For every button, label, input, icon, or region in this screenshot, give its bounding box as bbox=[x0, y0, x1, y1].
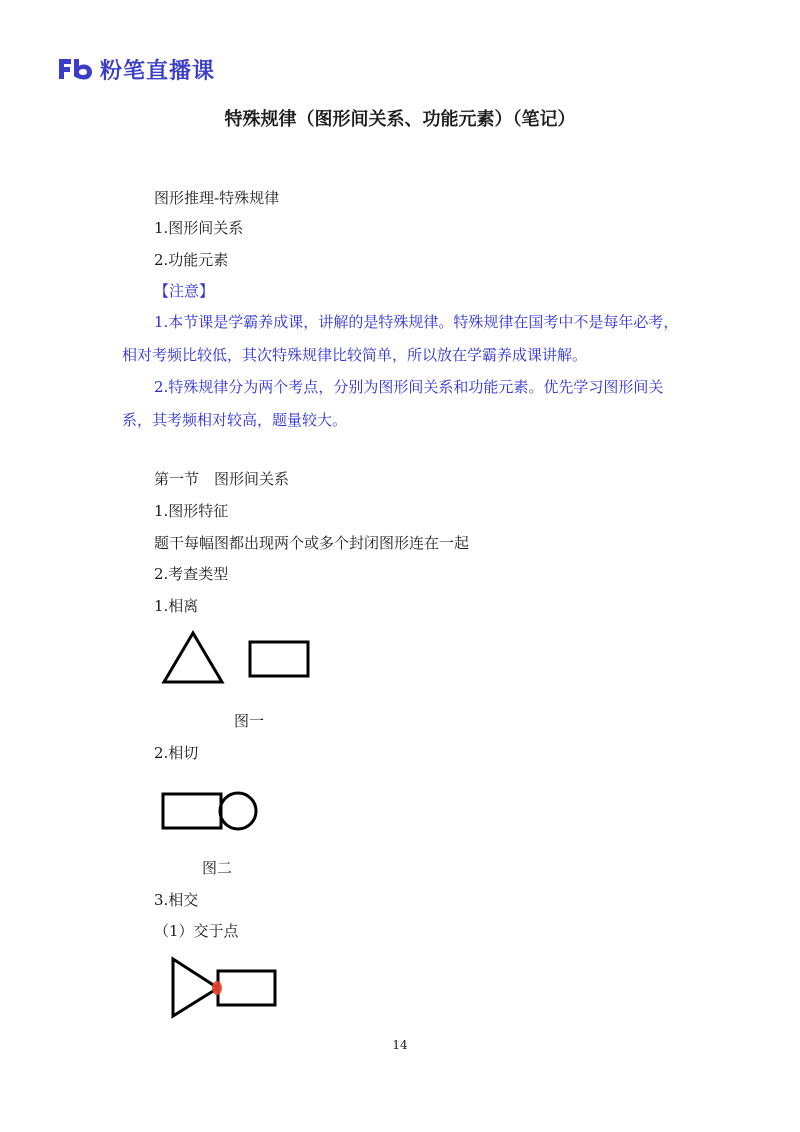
rectangle-shape bbox=[218, 971, 275, 1005]
intro-item-1: 1.图形间关系 bbox=[154, 219, 244, 237]
triangle-shape bbox=[173, 959, 218, 1016]
type-tangent: 2.相切 bbox=[154, 744, 199, 762]
figure-1-caption: 图一 bbox=[234, 712, 265, 730]
figure-tangent bbox=[160, 786, 270, 836]
note-paragraph-1: 1.本节课是学霸养成课，讲解的是特殊规律。特殊规律在国考中不是每年必考，相对考频比较低，其次特殊规律比较简单，所以放在学霸养成课讲解。 bbox=[122, 313, 679, 364]
type-intersect-point: （1）交于点 bbox=[154, 922, 239, 940]
note-paragraph-2: 2.特殊规律分为两个考点，分别为图形间关系和功能元素。优先学习图形间关系，其考频相对较高，题量较大。 bbox=[122, 378, 664, 429]
fb-logo-icon bbox=[56, 57, 94, 81]
intersection-point-highlight bbox=[212, 981, 222, 995]
intro-item-2: 2.功能元素 bbox=[154, 251, 229, 269]
type-intersect: 3.相交 bbox=[154, 891, 199, 909]
figure-2-caption: 图二 bbox=[202, 859, 233, 877]
page-title: 特殊规律（图形间关系、功能元素）（笔记） bbox=[224, 109, 576, 130]
circle-shape bbox=[220, 793, 256, 829]
types-label: 2.考查类型 bbox=[154, 565, 229, 583]
feature-text: 题干每幅图都出现两个或多个封闭图形连在一起 bbox=[154, 534, 470, 552]
triangle-shape bbox=[164, 633, 222, 682]
page-number: 14 bbox=[392, 1038, 408, 1052]
figure-intersect-point bbox=[168, 954, 283, 1024]
rectangle-shape bbox=[250, 642, 308, 676]
brand-logo bbox=[56, 54, 215, 84]
rectangle-shape bbox=[163, 794, 221, 828]
logo-text: 粉笔直播课 bbox=[100, 58, 216, 84]
note-label: 【注意】 bbox=[154, 282, 215, 300]
feature-label: 1.图形特征 bbox=[154, 502, 229, 520]
type-separate: 1.相离 bbox=[154, 597, 199, 615]
intro-heading: 图形推理-特殊规律 bbox=[154, 189, 280, 207]
figure-separate bbox=[160, 628, 320, 690]
section-heading: 第一节 图形间关系 bbox=[154, 470, 290, 488]
